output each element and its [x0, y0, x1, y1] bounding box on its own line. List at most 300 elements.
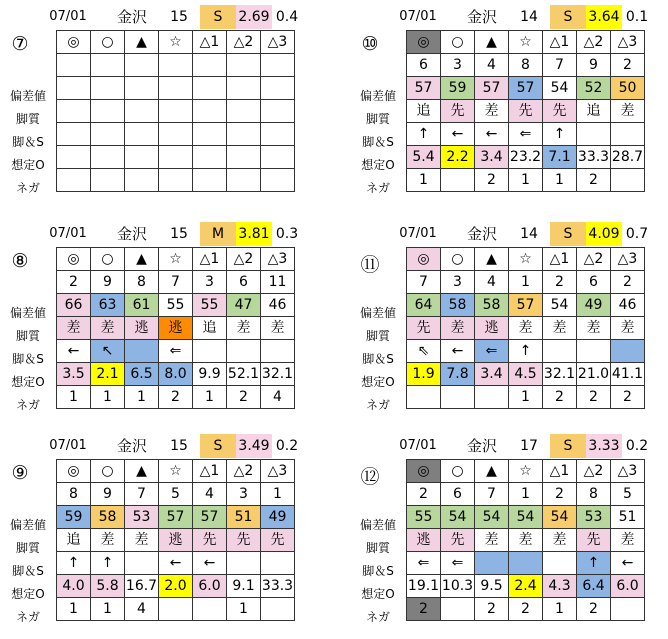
legs-speed-cell: ↑: [509, 340, 543, 363]
expected-odds-cell: 2.1: [91, 363, 125, 386]
expected-odds-cell: 9.5: [475, 575, 509, 598]
row-label: 想定O: [11, 158, 45, 172]
legs-speed-cell: ↑: [543, 123, 577, 146]
mark-cell: ☆: [159, 31, 193, 54]
mark-cell: △2: [227, 460, 261, 483]
horse-number-cell: 2: [407, 483, 441, 506]
race-score: 3.33: [586, 434, 622, 458]
negative-cell: 2: [577, 386, 611, 409]
horse-number-cell: 5: [611, 483, 645, 506]
row-label: 脚＆S: [12, 135, 44, 149]
race-diff: 0.3: [275, 226, 299, 242]
horse-number-cell: 4: [475, 54, 509, 77]
grid-row: [57, 552, 295, 575]
grid-row: [407, 340, 645, 363]
running-style-cell: 差: [227, 317, 261, 340]
running-style-cell: 先: [577, 529, 611, 552]
grid-row: [407, 123, 645, 146]
legs-speed-cell: ←: [611, 552, 645, 575]
grid-row: [407, 598, 645, 621]
negative-cell: 4: [125, 598, 159, 621]
expected-odds-cell: [125, 146, 159, 169]
legs-speed-cell: ⇐: [509, 123, 543, 146]
running-style-cell: 差: [475, 529, 509, 552]
negative-cell: 1: [543, 598, 577, 621]
row-label: 脚質: [365, 541, 390, 555]
running-style-cell: 差: [577, 317, 611, 340]
race-venue: 金沢: [116, 437, 147, 455]
race-type-badge: S: [200, 434, 236, 458]
mark-cell: ◎: [57, 31, 91, 54]
running-style-cell: 差: [57, 317, 91, 340]
legs-speed-cell: ⇖: [407, 340, 441, 363]
row-label: 脚質: [15, 329, 40, 343]
row-label: 偏差値: [359, 306, 396, 320]
running-style-cell: 追: [193, 317, 227, 340]
negative-cell: [193, 169, 227, 192]
running-style-cell: 逃: [159, 317, 193, 340]
race-panel: [350, 222, 650, 427]
legs-speed-cell: ⇐: [407, 552, 441, 575]
mark-cell: △1: [543, 31, 577, 54]
negative-cell: 2: [227, 386, 261, 409]
field-count: 15: [170, 438, 188, 454]
race-panel: [350, 5, 650, 210]
horse-number-cell: 7: [475, 483, 509, 506]
horse-number-cell: 2: [611, 271, 645, 294]
race-diff: 0.1: [625, 9, 649, 25]
legs-speed-cell: [227, 123, 261, 146]
mark-cell: △2: [227, 31, 261, 54]
horse-number-cell: 3: [441, 54, 475, 77]
deviation-cell: 66: [57, 294, 91, 317]
expected-odds-cell: 2.4: [509, 575, 543, 598]
expected-odds-cell: 52.1: [227, 363, 261, 386]
expected-odds-cell: [193, 146, 227, 169]
legs-speed-cell: ←: [159, 552, 193, 575]
horse-number-cell: 2: [57, 271, 91, 294]
running-style-cell: 差: [543, 317, 577, 340]
deviation-cell: 59: [57, 506, 91, 529]
negative-cell: [57, 169, 91, 192]
field-count: 17: [520, 438, 538, 454]
deviation-cell: 52: [577, 77, 611, 100]
race-panel: [0, 434, 300, 639]
horse-number-cell: 8: [125, 271, 159, 294]
mark-cell: △2: [577, 248, 611, 271]
expected-odds-cell: 16.7: [125, 575, 159, 598]
negative-cell: [441, 386, 475, 409]
deviation-cell: 58: [441, 294, 475, 317]
race-venue: 金沢: [466, 8, 497, 26]
grid-row: [407, 506, 645, 529]
legs-speed-cell: [227, 552, 261, 575]
grid-row: [407, 169, 645, 192]
legs-speed-cell: [577, 340, 611, 363]
race-type-badge: M: [200, 222, 236, 246]
running-style-cell: 差: [543, 529, 577, 552]
deviation-cell: 53: [577, 506, 611, 529]
horse-number-cell: 6: [441, 483, 475, 506]
legs-speed-cell: ←: [475, 123, 509, 146]
race-venue: 金沢: [466, 225, 497, 243]
mark-cell: △1: [193, 31, 227, 54]
horse-number-cell: 8: [509, 54, 543, 77]
horse-number-cell: 11: [261, 271, 295, 294]
running-style-cell: [57, 100, 91, 123]
mark-cell: △3: [261, 248, 295, 271]
expected-odds-cell: 19.1: [407, 575, 441, 598]
running-style-cell: 差: [475, 100, 509, 123]
running-style-cell: 先: [261, 529, 295, 552]
legs-speed-cell: ↖: [91, 340, 125, 363]
legs-speed-cell: ↑: [57, 552, 91, 575]
expected-odds-cell: 3.4: [475, 146, 509, 169]
negative-cell: [441, 598, 475, 621]
deviation-cell: 55: [407, 506, 441, 529]
race-diff: 0.7: [625, 226, 649, 242]
grid-row: [57, 340, 295, 363]
running-style-cell: 逃: [125, 317, 159, 340]
mark-cell: △2: [577, 31, 611, 54]
row-label: 脚＆S: [12, 564, 44, 578]
row-label: 偏差値: [359, 89, 396, 103]
horse-number-cell: 7: [543, 54, 577, 77]
race-header: [0, 5, 300, 29]
row-label: ネガ: [15, 398, 40, 412]
running-style-cell: 先: [441, 529, 475, 552]
running-style-cell: 先: [193, 529, 227, 552]
legs-speed-cell: ←: [57, 340, 91, 363]
race-number: ⑫: [360, 466, 380, 488]
grid-row: [407, 529, 645, 552]
deviation-cell: 53: [125, 506, 159, 529]
running-style-cell: 差: [611, 317, 645, 340]
deviation-cell: [193, 77, 227, 100]
negative-cell: 2: [475, 169, 509, 192]
mark-cell: ▲: [125, 460, 159, 483]
deviation-cell: 46: [611, 294, 645, 317]
running-style-cell: 先: [227, 529, 261, 552]
mark-cell: ▲: [475, 460, 509, 483]
legs-speed-cell: ⇐: [159, 340, 193, 363]
grid-row: [407, 552, 645, 575]
race-header: [350, 434, 650, 458]
race-header: [350, 5, 650, 29]
running-style-cell: 先: [407, 317, 441, 340]
row-label: 脚質: [15, 112, 40, 126]
horse-number-cell: 6: [407, 54, 441, 77]
horse-number-cell: 9: [91, 271, 125, 294]
race-type-badge: S: [200, 5, 236, 29]
deviation-cell: 54: [543, 506, 577, 529]
horse-number-cell: 1: [509, 271, 543, 294]
deviation-cell: [57, 77, 91, 100]
deviation-cell: 63: [91, 294, 125, 317]
running-style-cell: [159, 100, 193, 123]
row-label: 脚＆S: [362, 564, 394, 578]
mark-cell: △1: [193, 248, 227, 271]
deviation-cell: 57: [509, 77, 543, 100]
deviation-cell: 49: [261, 506, 295, 529]
horse-number-cell: 3: [193, 271, 227, 294]
mark-cell: ▲: [125, 31, 159, 54]
mark-cell: ◎: [407, 248, 441, 271]
legs-speed-cell: ↑: [577, 552, 611, 575]
grid-row: [57, 506, 295, 529]
legs-speed-cell: ⇐: [441, 552, 475, 575]
legs-speed-cell: [261, 552, 295, 575]
grid-row: [57, 100, 295, 123]
deviation-cell: 58: [91, 506, 125, 529]
mark-cell: △3: [261, 31, 295, 54]
running-style-cell: 追: [577, 100, 611, 123]
grid-row: [57, 386, 295, 409]
row-label: 偏差値: [9, 89, 46, 103]
legs-speed-cell: [193, 123, 227, 146]
expected-odds-cell: 9.9: [193, 363, 227, 386]
grid-row: [57, 529, 295, 552]
horse-number-cell: 3: [441, 271, 475, 294]
expected-odds-cell: 9.1: [227, 575, 261, 598]
horse-number-cell: 2: [543, 483, 577, 506]
negative-cell: 1: [193, 386, 227, 409]
negative-cell: 1: [125, 386, 159, 409]
grid-row: [57, 483, 295, 506]
negative-cell: 4: [261, 386, 295, 409]
mark-cell: △3: [611, 248, 645, 271]
deviation-cell: 54: [509, 506, 543, 529]
row-label: 脚質: [365, 329, 390, 343]
expected-odds-cell: 1.9: [407, 363, 441, 386]
legs-speed-cell: [125, 340, 159, 363]
grid-row: [407, 248, 645, 271]
expected-odds-cell: 8.0: [159, 363, 193, 386]
deviation-cell: 54: [441, 506, 475, 529]
field-count: 15: [170, 9, 188, 25]
horse-number-cell: [193, 54, 227, 77]
running-style-cell: 差: [509, 529, 543, 552]
race-date: 07/01: [49, 438, 87, 453]
negative-cell: [91, 169, 125, 192]
deviation-cell: [91, 77, 125, 100]
expected-odds-cell: 5.8: [91, 575, 125, 598]
legs-speed-cell: [57, 123, 91, 146]
mark-cell: ◎: [57, 460, 91, 483]
horse-number-cell: [125, 54, 159, 77]
deviation-cell: 59: [441, 77, 475, 100]
legs-speed-cell: ←: [193, 552, 227, 575]
expected-odds-cell: 23.2: [509, 146, 543, 169]
deviation-cell: 58: [475, 294, 509, 317]
race-diff: 0.2: [275, 438, 299, 454]
row-label: 想定O: [361, 158, 395, 172]
grid-row: [57, 31, 295, 54]
row-label: 想定O: [11, 375, 45, 389]
race-panel: [350, 434, 650, 639]
race-grid: [56, 459, 295, 621]
expected-odds-cell: 3.5: [57, 363, 91, 386]
legs-speed-cell: [227, 340, 261, 363]
grid-row: [407, 363, 645, 386]
deviation-cell: 64: [407, 294, 441, 317]
race-score: 3.49: [236, 434, 272, 458]
legs-speed-cell: [543, 552, 577, 575]
mark-cell: ◎: [57, 248, 91, 271]
row-label: ネガ: [365, 181, 390, 195]
legs-speed-cell: [125, 552, 159, 575]
expected-odds-cell: [57, 146, 91, 169]
deviation-cell: [227, 77, 261, 100]
deviation-cell: [159, 77, 193, 100]
race-diff: 0.2: [625, 438, 649, 454]
field-count: 14: [520, 226, 538, 242]
horse-number-cell: 2: [611, 54, 645, 77]
horse-number-cell: 4: [193, 483, 227, 506]
deviation-cell: 46: [261, 294, 295, 317]
mark-cell: ▲: [125, 248, 159, 271]
deviation-cell: 57: [407, 77, 441, 100]
grid-row: [57, 598, 295, 621]
legs-speed-cell: [91, 123, 125, 146]
mark-cell: ○: [91, 460, 125, 483]
expected-odds-cell: 2.0: [159, 575, 193, 598]
negative-cell: [261, 169, 295, 192]
horse-number-cell: 5: [159, 483, 193, 506]
expected-odds-cell: 6.0: [611, 575, 645, 598]
negative-cell: 2: [509, 598, 543, 621]
grid-row: [407, 100, 645, 123]
mark-cell: ▲: [475, 248, 509, 271]
horse-number-cell: 7: [159, 271, 193, 294]
expected-odds-cell: 6.5: [125, 363, 159, 386]
mark-cell: ◎: [407, 460, 441, 483]
negative-cell: [407, 386, 441, 409]
running-style-cell: 差: [125, 529, 159, 552]
mark-cell: △3: [611, 31, 645, 54]
negative-cell: [125, 169, 159, 192]
mark-cell: ☆: [509, 460, 543, 483]
negative-cell: [227, 169, 261, 192]
mark-cell: △1: [193, 460, 227, 483]
negative-cell: 1: [509, 169, 543, 192]
race-type-badge: S: [550, 5, 586, 29]
negative-cell: 2: [407, 598, 441, 621]
grid-row: [57, 294, 295, 317]
legs-speed-cell: [611, 123, 645, 146]
expected-odds-cell: 33.3: [577, 146, 611, 169]
negative-cell: 2: [611, 386, 645, 409]
grid-row: [57, 77, 295, 100]
expected-odds-cell: 7.8: [441, 363, 475, 386]
negative-cell: [611, 169, 645, 192]
horse-number-cell: 7: [407, 271, 441, 294]
grid-row: [407, 575, 645, 598]
running-style-cell: 先: [543, 100, 577, 123]
mark-cell: ☆: [509, 31, 543, 54]
horse-number-cell: 6: [577, 271, 611, 294]
negative-cell: [193, 598, 227, 621]
deviation-cell: 57: [475, 77, 509, 100]
row-label: 偏差値: [9, 518, 46, 532]
deviation-cell: 51: [611, 506, 645, 529]
mark-cell: △3: [261, 460, 295, 483]
mark-cell: △2: [577, 460, 611, 483]
deviation-cell: 57: [159, 506, 193, 529]
grid-row: [407, 146, 645, 169]
running-style-cell: 差: [509, 317, 543, 340]
running-style-cell: 差: [91, 529, 125, 552]
race-venue: 金沢: [116, 225, 147, 243]
row-label: 脚＆S: [12, 352, 44, 366]
deviation-cell: 54: [475, 506, 509, 529]
running-style-cell: [261, 100, 295, 123]
negative-cell: [611, 598, 645, 621]
expected-odds-cell: 6.0: [193, 575, 227, 598]
horse-number-cell: 8: [57, 483, 91, 506]
race-number: ⑨: [11, 462, 29, 484]
deviation-cell: 57: [509, 294, 543, 317]
horse-number-cell: 2: [543, 271, 577, 294]
grid-row: [57, 317, 295, 340]
race-type-badge: S: [550, 434, 586, 458]
race-date: 07/01: [399, 9, 437, 24]
horse-number-cell: 7: [125, 483, 159, 506]
legs-speed-cell: [193, 340, 227, 363]
running-style-cell: 逃: [159, 529, 193, 552]
deviation-cell: 50: [611, 77, 645, 100]
race-grid: [406, 30, 645, 192]
mark-cell: △1: [543, 248, 577, 271]
horse-number-cell: 6: [227, 271, 261, 294]
race-grid: [406, 459, 645, 621]
grid-row: [57, 460, 295, 483]
row-label: ネガ: [15, 610, 40, 624]
negative-cell: 1: [407, 169, 441, 192]
negative-cell: 1: [91, 386, 125, 409]
horse-number-cell: [227, 54, 261, 77]
horse-number-cell: [57, 54, 91, 77]
running-style-cell: 追: [407, 100, 441, 123]
race-number: ⑦: [11, 33, 29, 55]
running-style-cell: 差: [611, 100, 645, 123]
grid-row: [407, 460, 645, 483]
row-label: 偏差値: [9, 306, 46, 320]
deviation-cell: 55: [159, 294, 193, 317]
row-label: ネガ: [365, 398, 390, 412]
race-date: 07/01: [49, 226, 87, 241]
running-style-cell: 先: [509, 100, 543, 123]
expected-odds-cell: 5.4: [407, 146, 441, 169]
race-score: 3.64: [586, 5, 622, 29]
deviation-cell: 47: [227, 294, 261, 317]
mark-cell: ☆: [509, 248, 543, 271]
negative-cell: [159, 169, 193, 192]
legs-speed-cell: [509, 552, 543, 575]
grid-row: [57, 146, 295, 169]
running-style-cell: 差: [441, 317, 475, 340]
race-date: 07/01: [399, 438, 437, 453]
legs-speed-cell: [543, 340, 577, 363]
mark-cell: △1: [543, 460, 577, 483]
horse-number-cell: [159, 54, 193, 77]
mark-cell: ○: [441, 31, 475, 54]
running-style-cell: [125, 100, 159, 123]
grid-row: [57, 363, 295, 386]
field-count: 15: [170, 226, 188, 242]
grid-row: [57, 54, 295, 77]
race-number: ⑧: [11, 250, 29, 272]
